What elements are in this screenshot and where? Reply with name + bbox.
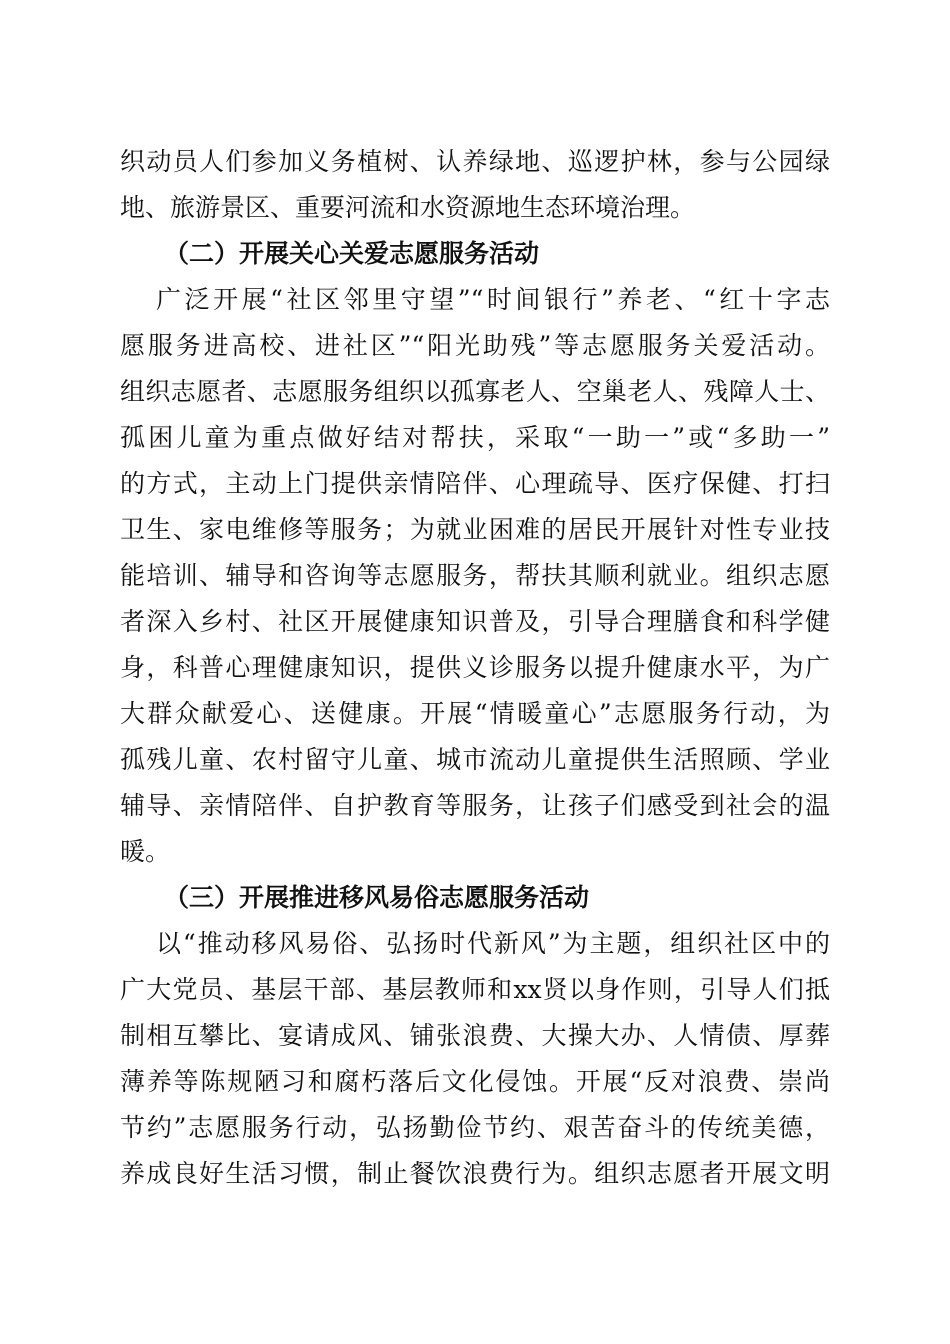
paragraph-line: 广泛开展“社区邻里守望”“时间银行”养老、“红十字志 <box>156 285 830 314</box>
paragraph-line: 大群众献爱心、送健康。开展“情暖童心”志愿服务行动，为 <box>120 699 830 728</box>
paragraph-line: 地、旅游景区、重要河流和水资源地生态环境治理。 <box>120 193 696 222</box>
paragraph-line: 孤困儿童为重点做好结对帮扶，采取“一助一”或“多助一” <box>120 423 830 452</box>
paragraph-line: 能培训、辅导和咨询等志愿服务，帮扶其顺利就业。组织志愿 <box>120 561 830 590</box>
section-heading-3: （三）开展推进移风易俗志愿服务活动 <box>164 883 590 912</box>
paragraph-line: 者深入乡村、社区开展健康知识普及，引导合理膳食和科学健 <box>120 607 830 636</box>
paragraph-line: 薄养等陈规陋习和腐朽落后文化侵蚀。开展“反对浪费、崇尚 <box>120 1067 830 1096</box>
section-heading-2: （二）开展关心关爱志愿服务活动 <box>164 239 540 268</box>
paragraph-line: 织动员人们参加义务植树、认养绿地、巡逻护林，参与公园绿 <box>120 147 830 176</box>
paragraph-line: 节约”志愿服务行动，弘扬勤俭节约、艰苦奋斗的传统美德， <box>120 1113 830 1142</box>
paragraph-line: 愿服务进高校、进社区”“阳光助残”等志愿服务关爱活动。 <box>120 331 830 360</box>
paragraph-line: 养成良好生活习惯，制止餐饮浪费行为。组织志愿者开展文明 <box>120 1159 830 1188</box>
paragraph-line: 的方式，主动上门提供亲情陪伴、心理疏导、医疗保健、打扫 <box>120 469 830 498</box>
paragraph-line: 组织志愿者、志愿服务组织以孤寡老人、空巢老人、残障人士、 <box>120 377 830 406</box>
paragraph-line: 以“推动移风易俗、弘扬时代新风”为主题，组织社区中的 <box>156 929 830 958</box>
paragraph-line: 暖。 <box>120 837 171 866</box>
paragraph-line: 孤残儿童、农村留守儿童、城市流动儿童提供生活照顾、学业 <box>120 745 830 774</box>
paragraph-line: 制相互攀比、宴请成风、铺张浪费、大操大办、人情债、厚葬 <box>120 1021 830 1050</box>
paragraph-line: 辅导、亲情陪伴、自护教育等服务，让孩子们感受到社会的温 <box>120 791 830 820</box>
paragraph-line: 广大党员、基层干部、基层教师和xx贤以身作则，引导人们抵 <box>120 975 830 1004</box>
paragraph-line: 卫生、家电维修等服务；为就业困难的居民开展针对性专业技 <box>120 515 830 544</box>
paragraph-line: 身，科普心理健康知识，提供义诊服务以提升健康水平，为广 <box>120 653 830 682</box>
